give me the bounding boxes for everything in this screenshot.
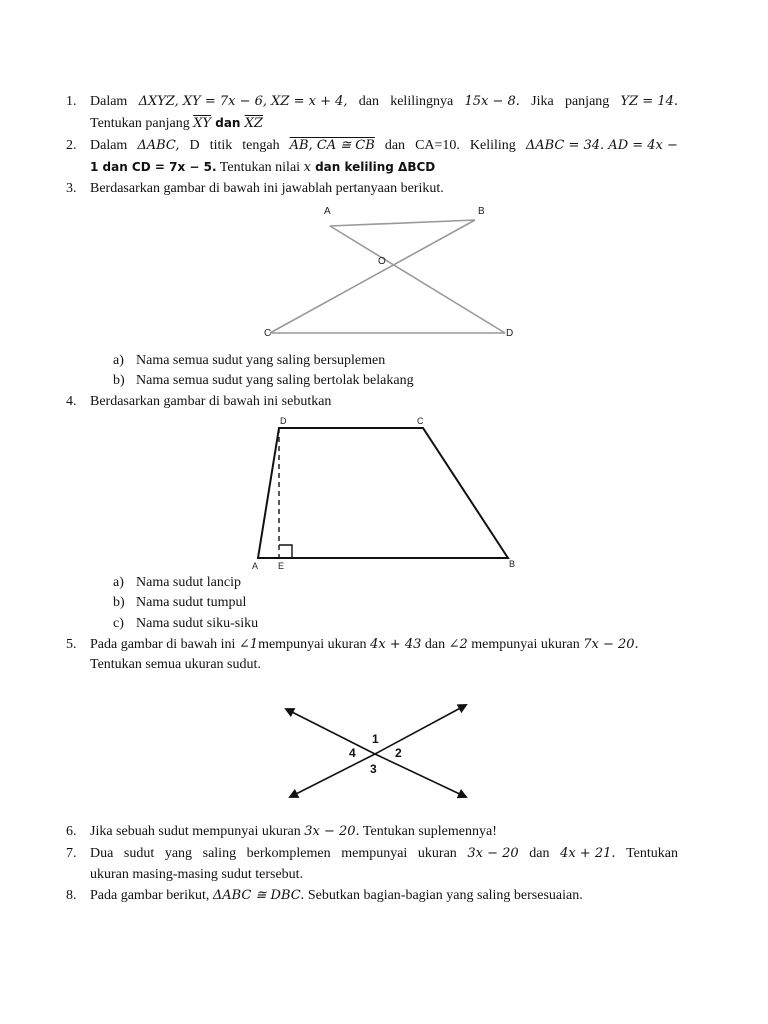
q4-item-c: Nama sudut siku-siku [136,616,259,631]
q1-word: panjang [564,94,610,109]
q2-word: D [189,138,200,153]
q4-item-c-letter: c) [113,616,124,631]
label-a: A [252,561,259,571]
q4-text: Berdasarkan gambar di bawah ini sebutkan [90,394,332,409]
q7-math: 3x − 20 [467,846,519,861]
q7-number: 7. [66,846,77,861]
q4-item-b: Nama sudut tumpul [136,595,247,610]
label-d: D [506,328,514,339]
q2-word: CA=10. [415,138,460,153]
q7-word: sudut [123,846,155,861]
q8-number: 8. [66,888,77,903]
q2-number: 2. [66,138,77,153]
label-c: C [417,416,424,426]
q7-word: ukuran [417,846,457,861]
q6-text: Tentukan suplemennya! [359,824,497,839]
label-d: D [280,416,287,426]
q2-tail: dan keliling ΔBCD [310,160,436,174]
angle-label-1: 1 [372,732,379,746]
trapezoid-abcd [258,428,508,558]
q3-number: 3. [66,181,77,196]
right-angle-mark [279,545,292,558]
q1-line2 [90,114,263,133]
q5-angle2: ∠2 [448,637,468,652]
q1-word: Jika [531,94,554,109]
q4-item-b-letter: b) [113,595,125,610]
q5-figure [270,695,490,810]
q2-word: Keliling [469,138,516,153]
angle-label-4: 4 [349,746,356,760]
q4-item-a: Nama sudut lancip [136,575,241,590]
q8-math: ΔABC ≅ DBC. [212,888,305,903]
q5-text: dan [421,637,449,652]
q4-number: 4. [66,394,77,409]
q3-item-b-letter: b) [113,373,125,388]
label-o: O [378,256,386,267]
q4-figure [250,414,520,574]
label-e: E [278,561,285,571]
q2-math: AB, CA ≅ CB [289,138,375,153]
q6-math: 3x − 20. [304,824,360,839]
q1-word: dan [358,94,379,109]
q5-text: mempunyai ukuran [258,637,371,652]
q2-math: ΔABC = 34. AD = 4x − [525,138,678,153]
q7-line1 [90,845,678,863]
q2-text: Tentukan nilai [216,160,304,175]
q3-item-b: Nama semua sudut yang saling bertolak belakang [136,373,414,388]
q1-word: kelilingnya [390,94,454,109]
q1-segment-xy: $\overline{XY}$ [193,116,212,131]
q7-word: Dua [90,846,114,861]
q3-item-a-letter: a) [113,353,124,368]
q2-math: ΔABC, [137,138,180,153]
q7-word: Tentukan [626,846,678,861]
q3-text: Berdasarkan gambar di bawah ini jawablah pertanyaan berikut. [90,181,444,196]
ray-lower-right [375,754,466,797]
q8-text: Sebutkan bagian-bagian yang saling bersesuaian. [304,888,583,903]
q5-line1 [90,636,639,654]
q1-line1 [90,93,678,111]
q2-word: tengah [242,138,280,153]
q2-math: 1 dan CD = 7x − 5. [90,160,217,174]
q1-math: ΔXYZ, XY = 7x − 6, XZ = x + 4, [138,94,348,109]
q7-word: mempunyai [341,846,408,861]
q2-math-x: x [303,160,311,175]
angle-label-2: 2 [395,746,402,760]
q6-line [90,823,497,841]
segment-ad [330,226,505,333]
label-a: A [324,206,331,217]
ray-upper-right [375,705,466,754]
q1-math: YZ = 14. [620,94,678,109]
q2-word: titik [209,138,233,153]
q5-line2: Tentukan semua ukuran sudut. [90,657,261,672]
q1-number: 1. [66,94,77,109]
label-b: B [478,206,485,217]
ray-upper-left [286,709,375,754]
q6-number: 6. [66,824,77,839]
q5-angle1: ∠1 [238,637,259,652]
q7-word: dan [529,846,550,861]
q4-item-a-letter: a) [113,575,124,590]
q5-text: mempunyai ukuran [467,637,584,652]
q8-line [90,887,583,905]
q8-text: Pada gambar berikut, [90,888,213,903]
q1-segment-xz: $\overline{XZ}$ [244,116,263,131]
q1-text: Tentukan panjang [90,116,194,131]
q3-figure [250,200,530,345]
q5-expr1: 4x + 43 [370,637,422,652]
label-b: B [509,559,516,569]
q5-text: Pada gambar di bawah ini [90,637,239,652]
q7-math: 4x + 21. [560,846,616,861]
q7-word: yang [164,846,193,861]
q2-line2 [90,158,435,177]
label-c: C [264,328,272,339]
q3-item-a: Nama semua sudut yang saling bersuplemen [136,353,386,368]
q2-word: dan [384,138,406,153]
segment-bc [270,220,475,333]
q7-word: berkomplemen [246,846,331,861]
q5-number: 5. [66,637,77,652]
q1-word: Dalam [90,94,128,109]
q6-text: Jika sebuah sudut mempunyai ukuran [90,824,305,839]
q1-math: 15x − 8. [464,94,520,109]
q5-expr2: 7x − 20. [583,637,639,652]
q7-line2: ukuran masing-masing sudut tersebut. [90,867,304,882]
q7-word: saling [202,846,237,861]
segment-ab [330,220,475,226]
angle-label-3: 3 [370,762,377,776]
ray-lower-left [290,754,375,797]
q2-word: Dalam [90,138,128,153]
q1-and: dan [211,116,245,130]
q2-line1 [90,137,678,155]
